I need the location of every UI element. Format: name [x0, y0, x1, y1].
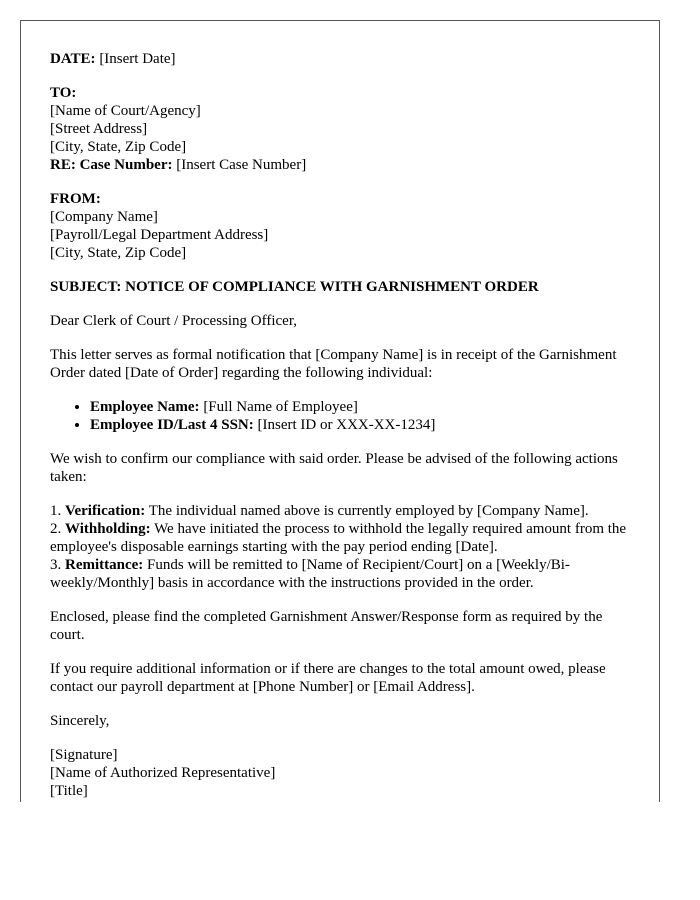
letter-page	[20, 20, 660, 802]
signature-placeholder: [Signature]	[50, 747, 118, 763]
date-label: DATE:	[50, 51, 96, 67]
employee-id-label: Employee ID/Last 4 SSN:	[90, 417, 254, 433]
subject-text: SUBJECT: NOTICE OF COMPLIANCE WITH GARNISHMENT ORDER	[50, 279, 539, 295]
action-item	[50, 556, 640, 592]
action-text: Funds will be remitted to [Name of Recipient/Court] on a [Weekly/Bi-weekly/Monthly] basis in accordance with the instructions provided in the order.	[50, 557, 570, 591]
sender-block	[50, 190, 640, 262]
action-number: 1.	[50, 503, 62, 519]
representative-name: [Name of Authorized Representative]	[50, 765, 276, 781]
signature-block	[50, 746, 640, 800]
list-item	[90, 416, 640, 434]
action-text: The individual named above is currently employed by [Company Name].	[148, 503, 589, 519]
enclosed-paragraph: Enclosed, please find the completed Garnishment Answer/Response form as required by the court.	[50, 609, 603, 643]
action-number: 2.	[50, 521, 62, 537]
closing: Sincerely,	[50, 713, 110, 729]
contact-paragraph: If you require additional information or if there are changes to the total amount owed, please contact our payroll department at [Phone Number] or [Email Address].	[50, 661, 606, 695]
case-number-value: [Insert Case Number]	[176, 157, 307, 173]
action-item	[50, 520, 640, 556]
case-number-label: RE: Case Number:	[50, 157, 173, 173]
employee-id-value: [Insert ID or XXX-XX-1234]	[257, 417, 436, 433]
recipient-block	[50, 84, 640, 174]
action-label: Withholding:	[65, 521, 151, 537]
letter-body	[50, 50, 640, 800]
date-value: [Insert Date]	[99, 51, 176, 67]
to-label: TO:	[50, 85, 77, 101]
action-label: Remittance:	[65, 557, 144, 573]
sender-address: [Payroll/Legal Department Address]	[50, 227, 269, 243]
sender-company: [Company Name]	[50, 209, 158, 225]
recipient-city: [City, State, Zip Code]	[50, 139, 187, 155]
employee-name-value: [Full Name of Employee]	[203, 399, 358, 415]
representative-title: [Title]	[50, 783, 88, 799]
from-label: FROM:	[50, 191, 101, 207]
confirm-paragraph: We wish to confirm our compliance with said order. Please be advised of the following actions taken:	[50, 451, 618, 485]
action-item	[50, 502, 640, 520]
salutation: Dear Clerk of Court / Processing Officer,	[50, 313, 297, 329]
date-block	[50, 50, 640, 68]
case-number-line	[50, 156, 640, 174]
employee-list	[50, 398, 640, 434]
intro-paragraph: This letter serves as formal notification that [Company Name] is in receipt of the Garnishment Order dated [Date of Order] regarding the following individual:	[50, 347, 617, 381]
recipient-street: [Street Address]	[50, 121, 148, 137]
subject-line	[50, 278, 640, 296]
action-number: 3.	[50, 557, 62, 573]
recipient-name: [Name of Court/Agency]	[50, 103, 201, 119]
sender-city: [City, State, Zip Code]	[50, 245, 187, 261]
employee-name-label: Employee Name:	[90, 399, 200, 415]
actions-list	[50, 502, 640, 592]
list-item	[90, 398, 640, 416]
action-label: Verification:	[65, 503, 146, 519]
action-text: We have initiated the process to withhold the legally required amount from the employee's disposable earnings starting with the pay period ending [Date].	[50, 521, 627, 555]
